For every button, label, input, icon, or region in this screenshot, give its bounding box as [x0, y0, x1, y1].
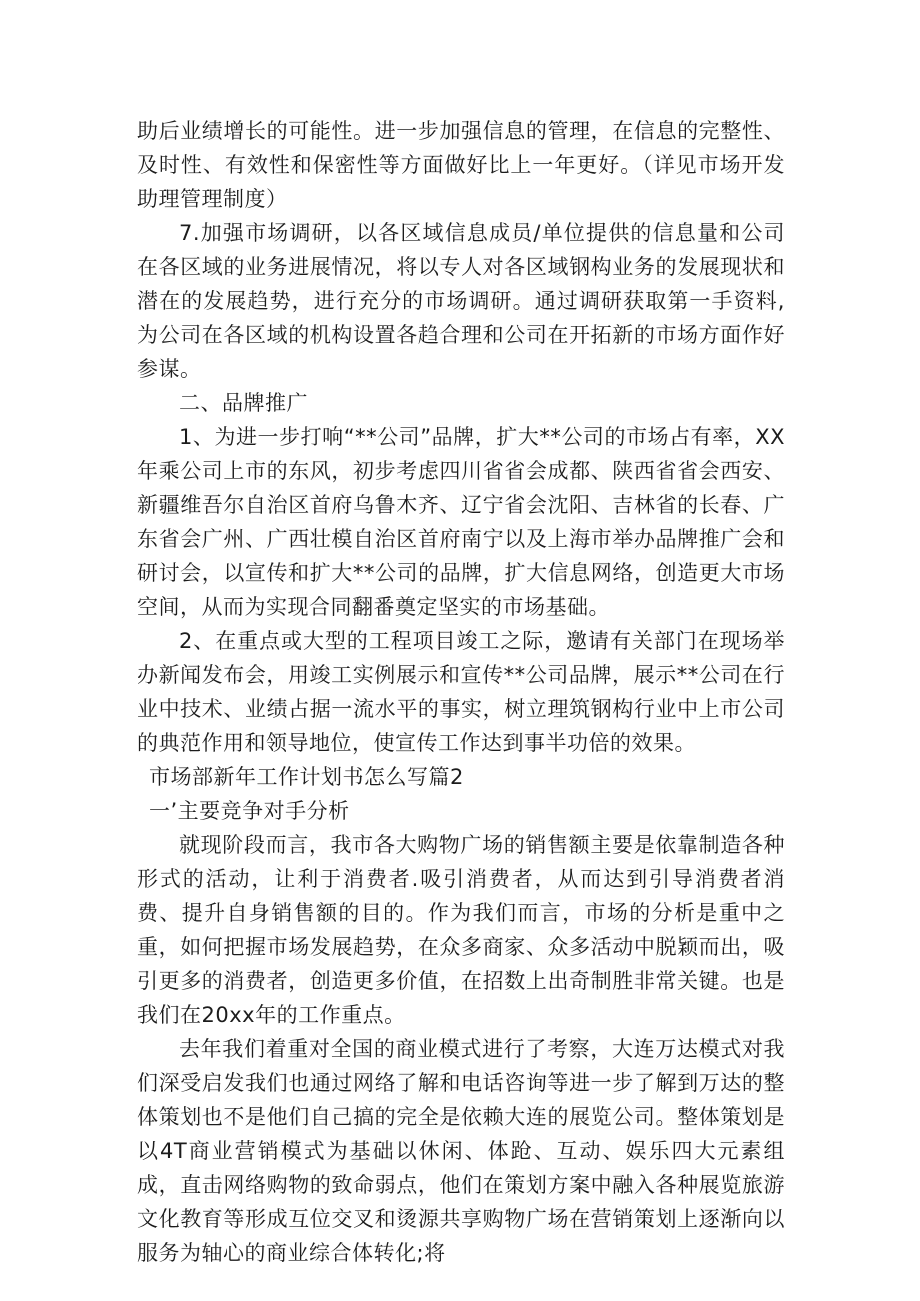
paragraph-8: 就现阶段而言，我市各大购物广场的销售额主要是依靠制造各种形式的活动，让利于消费者.吸引消费者，从而达到引导消费者消费、提升自身销售额的目的。作为我们而言，市场的分析是重中之重，如何把握市场发展趋势，在众多商家、众多活动中脱颖而出，吸引更多的消费者，创造更多价值，在招数上出奇制胜非常关键。也是我们在20xx年的工作重点。 — [137, 833, 785, 1027]
article-title: 市场部新年工作计划书怎么写篇2 — [149, 765, 464, 789]
paragraph-1: 助后业绩增长的可能性。进一步加强信息的管理，在信息的完整性、及时性、有效性和保密性等方面做好比上一年更好。（详见市场开发助理管理制度） — [137, 119, 785, 211]
paragraph-9: 去年我们着重对全国的商业模式进行了考察，大连万达模式对我们深受启发我们也通过网络了解和电话咨询等进一步了解到万达的整体策划也不是他们自己搞的完全是依赖大连的展览公司。整体策划是以4T商业营销模式为基础以休闲、体跄、互动、娱乐四大元素组成，直击网络购物的致命弱点，他们在策划方案中融入各种展览旅游文化教育等形成互位交叉和烫源共享购物广场在营销策划上逐渐向以服务为轴心的商业综合体转化;将 — [137, 1037, 785, 1265]
section-heading-brand: 二、品牌推广 — [179, 391, 308, 415]
document-body — [137, 114, 785, 1270]
paragraph-2: 7.加强市场调研，以各区域信息成员/单位提供的信息量和公司在各区域的业务进展情况，将以专人对各区域钢构业务的发展现状和潜在的发展趋势，进行充分的市场调研。通过调研获取第一手资料,为公司在各区域的机构设置各趋合理和公司在开拓新的市场方面作好参谋。 — [137, 221, 785, 381]
section-heading-competitors: 一’主要竞争对手分析 — [149, 799, 350, 823]
paragraph-5: 2、在重点或大型的工程项目竣工之际，邀请有关部门在现场举办新闻发布会，用竣工实例展示和宣传**公司品牌，展示**公司在行业中技术、业绩占据一流水平的事实，树立理筑钢构行业中上市公司的典范作用和领导地位，使宣传工作达到事半功倍的效果。 — [137, 629, 785, 755]
paragraph-4: 1、为进一步打响“**公司”品牌，扩大**公司的市场占有率，XX年乘公司上市的东风，初步考虑四川省省会成都、陕西省省会西安、新疆维吾尔自治区首府乌鲁木齐、辽宁省会沈阳、吉林省的长春、广东省会广州、广西壮模自治区首府南宁以及上海市举办品牌推广会和研讨会，以宣传和扩大**公司的品牌，扩大信息网络，创造更大市场空间，从而为实现合同翻番奠定坚实的市场基础。 — [137, 425, 785, 619]
